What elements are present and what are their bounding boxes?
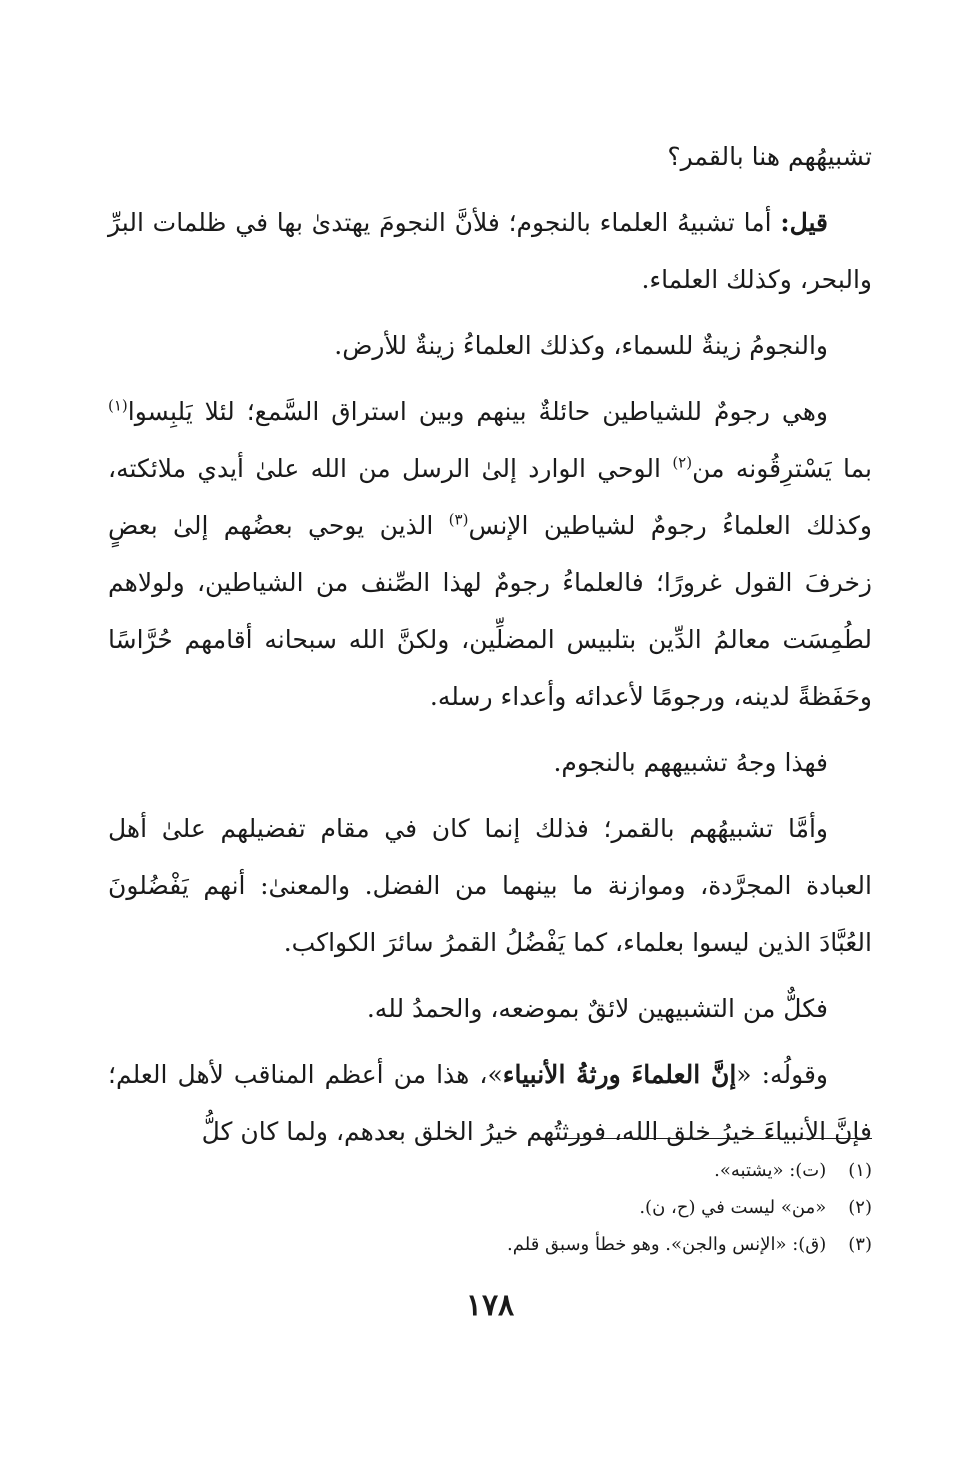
footnote-1 <box>300 1152 872 1189</box>
footnote-3-number: (٣) <box>848 1234 872 1255</box>
paragraph-4-text-c: الوحي الوارد إلىٰ الرسل من الله علىٰ أيدي ملائكته، وكذلك العلماءُ رجومٌ لشياطين الإنس <box>108 454 872 540</box>
paragraph-7 <box>108 980 872 1037</box>
footnote-2-number: (٢) <box>848 1197 872 1218</box>
paragraph-1-text: تشبيهُهم هنا بالقمر؟ <box>667 142 872 171</box>
paragraph-6-text: وأمَّا تشبيهُهم بالقمر؛ فذلك إنما كان في مقام تفضيلهم علىٰ أهل العبادة المجرَّدة، وموازنة ما بينهما من الفضل. والمعنىٰ: أنهم يَفْضُلونَ العُبَّادَ الذين ليسوا بعلماء، كما يَفْضُلُ القمرُ سائرَ الكواكب. <box>108 814 872 957</box>
answer-label: قيل: <box>780 208 828 237</box>
footnote-separator <box>565 1138 872 1139</box>
paragraph-3 <box>108 317 872 374</box>
hadith-quote: إنَّ العلماءَ ورثةُ الأنبياء <box>502 1060 737 1089</box>
paragraph-4 <box>108 383 872 725</box>
paragraph-4-text-d: الذين يوحي بعضُهم إلىٰ بعضٍ زخرفَ القول غرورًا؛ فالعلماءُ رجومٌ لهذا الصِّنف من الشياطين، ولولاهم لطُمِسَت معالمُ الدِّين بتلبيس المضلِّين، ولكنَّ الله سبحانه أقامهم حُرَّاسًا وحَفَظةً لدينه، ورجومًا لأعدائه وأعداء رسله. <box>108 511 872 711</box>
paragraph-8 <box>108 1046 872 1160</box>
footnote-2 <box>300 1189 872 1226</box>
page-number: ١٧٨ <box>465 1288 515 1323</box>
paragraph-5 <box>108 734 872 791</box>
footnote-1-text: (ت): «يشتبه». <box>714 1160 827 1181</box>
paragraph-6 <box>108 800 872 971</box>
footnote-ref-1[interactable]: (١) <box>108 396 128 415</box>
paragraph-5-text: فهذا وجهُ تشبيههم بالنجوم. <box>553 748 828 777</box>
paragraph-3-text: والنجومُ زينةٌ للسماء، وكذلك العلماءُ زينةٌ للأرض. <box>334 331 828 360</box>
paragraph-8-text-b: »، هذا من أعظم المناقب لأهل العلم؛ فإنَّ الأنبياءَ خيرُ خلق الله، فورثتُهم خيرُ الخلق بعدهم، ولما كان كلُّ <box>108 1060 872 1146</box>
footnote-ref-3[interactable]: (٣) <box>448 510 469 529</box>
footnote-1-number: (١) <box>848 1160 872 1181</box>
main-text <box>108 128 872 1160</box>
footnote-ref-2[interactable]: (٢) <box>672 453 693 472</box>
paragraph-1 <box>108 128 872 185</box>
paragraph-2 <box>108 194 872 308</box>
footnote-2-text: «من» ليست في (ح، ن). <box>639 1197 827 1218</box>
paragraph-4-text-a: وهي رجومٌ للشياطين حائلةٌ بينهم وبين استراق السَّمع؛ لئلا يَلبِسوا <box>127 397 828 426</box>
paragraph-8-text-a: وقولُه: « <box>736 1060 829 1089</box>
paragraph-7-text: فكلٌّ من التشبيهين لائقٌ بموضعه، والحمدُ لله. <box>366 994 828 1023</box>
footnote-3 <box>300 1226 872 1263</box>
footnotes <box>300 1152 872 1263</box>
paragraph-4-text-b: بما يَسْترِقُونه من <box>692 454 873 483</box>
footnote-3-text: (ق): «الإنس والجن». وهو خطأ وسبق قلم. <box>507 1234 827 1255</box>
paragraph-2-text: أما تشبيهُ العلماء بالنجوم؛ فلأنَّ النجومَ يهتدىٰ بها في ظلمات البرِّ والبحر، وكذلك العلماء. <box>108 208 872 294</box>
